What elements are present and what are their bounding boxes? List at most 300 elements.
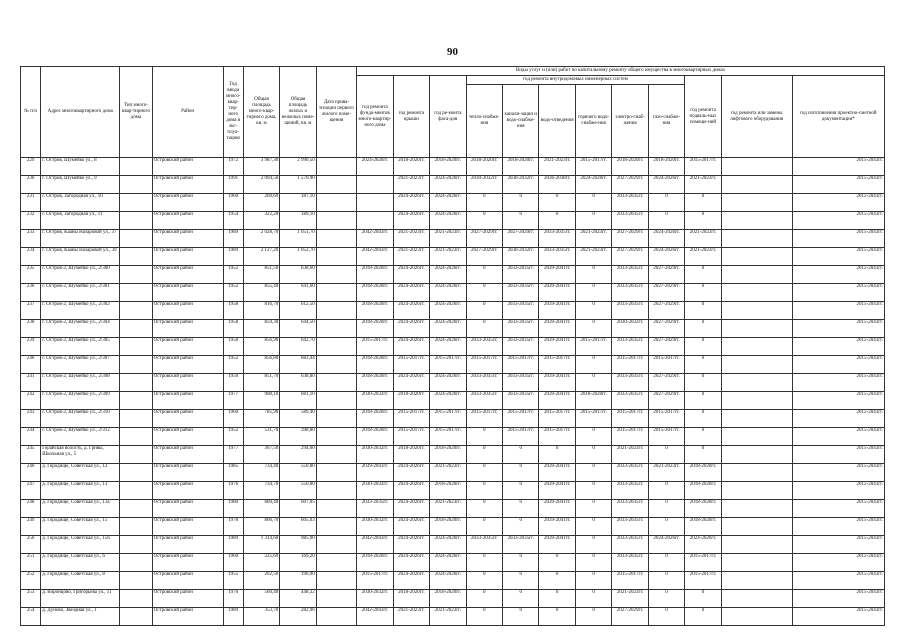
cell-total-area: 816,70 bbox=[243, 302, 279, 320]
cell-basement: 2021-2023гг. bbox=[685, 248, 721, 266]
cell-hot: 0 bbox=[575, 320, 611, 338]
table-row bbox=[21, 446, 885, 464]
cell-num: 254 bbox=[21, 608, 41, 626]
cell-elec: 2027-2029гг. bbox=[612, 608, 648, 626]
col-sub-title: год ремонта внутридомовых инженерных систем bbox=[466, 76, 685, 85]
cell-num: 234 bbox=[21, 248, 41, 266]
cell-heat: 0 bbox=[466, 320, 502, 338]
cell-lift bbox=[721, 554, 792, 572]
cell-roof: 2015-2017гг. bbox=[393, 428, 429, 446]
cell-sewer: 0 bbox=[503, 464, 539, 482]
cell-facade: 2024-2026гг. bbox=[430, 338, 466, 356]
cell-heat: 2027-2029гг. bbox=[466, 230, 502, 248]
cell-date-priv bbox=[316, 194, 357, 212]
cell-type bbox=[120, 572, 152, 590]
cell-area-res: 398,80 bbox=[280, 428, 316, 446]
cell-address: Горайская волость, д. Гривы, Школьная ул., 5 bbox=[41, 446, 120, 464]
cell-psd: 2015-2043гг. bbox=[792, 536, 884, 554]
cell-hot: 0 bbox=[575, 374, 611, 392]
cell-type bbox=[120, 338, 152, 356]
cell-address: д. Дуново, Звездная ул., 1 bbox=[41, 608, 120, 626]
cell-area-res: 187,10 bbox=[280, 194, 316, 212]
cell-basement: 0 bbox=[685, 428, 721, 446]
cell-drain: 2039-2041гг. bbox=[539, 536, 575, 554]
cell-year: 1950 bbox=[223, 374, 243, 392]
cell-district: Островский район bbox=[152, 590, 223, 608]
cell-heat: 2015-2017гг. bbox=[466, 356, 502, 374]
cell-heat: 2033-2035гг. bbox=[466, 392, 502, 410]
cell-district: Островский район bbox=[152, 230, 223, 248]
cell-gas: 0 bbox=[648, 212, 684, 230]
table-row bbox=[21, 392, 885, 410]
cell-facade: 2024-2026гг. bbox=[430, 302, 466, 320]
cell-basement: 0 bbox=[685, 446, 721, 464]
cell-year: 1954 bbox=[223, 212, 243, 230]
cell-total-area: 859,30 bbox=[243, 320, 279, 338]
cell-district: Островский район bbox=[152, 284, 223, 302]
cell-total-area: 734,40 bbox=[243, 464, 279, 482]
cell-facade: 2024-2026гг. bbox=[430, 176, 466, 194]
cell-heat: 0 bbox=[466, 428, 502, 446]
cell-lift bbox=[721, 392, 792, 410]
cell-date-priv bbox=[316, 572, 357, 590]
cell-gas: 0 bbox=[648, 554, 684, 572]
cell-address: д. Городище, Советская ул., 13а bbox=[41, 500, 120, 518]
cell-found: 2033-2035гг. bbox=[357, 500, 393, 518]
cell-sewer: 0 bbox=[503, 212, 539, 230]
cell-roof: 2021-2023гг. bbox=[393, 176, 429, 194]
cell-elec: 2033-2035гг. bbox=[612, 482, 648, 500]
cell-area-res: 638,80 bbox=[280, 374, 316, 392]
cell-year: 1977 bbox=[223, 446, 243, 464]
cell-address: г. Остров, Загородная ул., 11 bbox=[41, 212, 120, 230]
cell-address: д. Городище, Советская ул., 15 bbox=[41, 518, 120, 536]
cell-roof: 2024-2026гг. bbox=[393, 212, 429, 230]
cell-found: 2030-2032гг. bbox=[357, 590, 393, 608]
col-basement: год ремонта подваль-ных помеще-ний bbox=[685, 76, 721, 158]
cell-facade: 2021-2023гг. bbox=[430, 230, 466, 248]
cell-district: Островский район bbox=[152, 410, 223, 428]
cell-roof: 2024-2026гг. bbox=[393, 500, 429, 518]
cell-total-area: 851,50 bbox=[243, 266, 279, 284]
cell-type bbox=[120, 410, 152, 428]
cell-hot: 0 bbox=[575, 266, 611, 284]
cell-lift bbox=[721, 266, 792, 284]
cell-elec: 2033-2035гг. bbox=[612, 302, 648, 320]
cell-year: 1958 bbox=[223, 338, 243, 356]
cell-facade: 2018-2020гг. bbox=[430, 518, 466, 536]
cell-total-area: 851,70 bbox=[243, 374, 279, 392]
cell-lift bbox=[721, 410, 792, 428]
cell-drain: 2021-2023гг. bbox=[539, 158, 575, 176]
col-gas: газо-снабже-ния bbox=[648, 85, 684, 158]
cell-hot: 0 bbox=[575, 608, 611, 626]
cell-elec: 2021-2023гг. bbox=[612, 446, 648, 464]
cell-facade: 2024-2026гг. bbox=[430, 536, 466, 554]
cell-sewer: 0 bbox=[503, 518, 539, 536]
cell-num: 230 bbox=[21, 176, 41, 194]
cell-date-priv bbox=[316, 212, 357, 230]
table-row bbox=[21, 176, 885, 194]
cell-psd: 2015-2043гг. bbox=[792, 410, 884, 428]
cell-basement: 0 bbox=[685, 608, 721, 626]
cell-hot: 2021-2023гг. bbox=[575, 230, 611, 248]
cell-date-priv bbox=[316, 446, 357, 464]
cell-elec: 2033-2035гг. bbox=[612, 374, 648, 392]
cell-basement: 0 bbox=[685, 356, 721, 374]
cell-lift bbox=[721, 338, 792, 356]
cell-heat: 0 bbox=[466, 590, 502, 608]
cell-elec: 2033-2035гг. bbox=[612, 392, 648, 410]
cell-address: г. Остров, Шумейко ул., 8 bbox=[41, 158, 120, 176]
cell-elec: 2033-2035гг. bbox=[612, 266, 648, 284]
cell-year: 1976 bbox=[223, 482, 243, 500]
cell-area-res: 1 570,90 bbox=[280, 176, 316, 194]
cell-address: д. Городище, Советская ул., 13 bbox=[41, 482, 120, 500]
cell-year: 1958 bbox=[223, 320, 243, 338]
table-row bbox=[21, 482, 885, 500]
cell-num: 241 bbox=[21, 374, 41, 392]
col-facade: год ре-монта фаса-дов bbox=[430, 76, 466, 158]
cell-roof: 2018-2020гг. bbox=[393, 158, 429, 176]
cell-heat: 2030-2032гг. bbox=[466, 176, 502, 194]
cell-drain: 2039-2041гг. bbox=[539, 338, 575, 356]
table-row bbox=[21, 410, 885, 428]
cell-date-priv bbox=[316, 374, 357, 392]
cell-date-priv bbox=[316, 428, 357, 446]
cell-address: г. Остров-2, Шумейко ул., 2/309 bbox=[41, 392, 120, 410]
table-row bbox=[21, 230, 885, 248]
cell-facade: 2021-2023гг. bbox=[430, 608, 466, 626]
cell-facade: 2024-2026гг. bbox=[430, 212, 466, 230]
cell-type bbox=[120, 266, 152, 284]
cell-type bbox=[120, 158, 152, 176]
cell-facade: 2024-2026гг. bbox=[430, 554, 466, 572]
cell-found: 2018-2020гг. bbox=[357, 410, 393, 428]
cell-type bbox=[120, 374, 152, 392]
cell-roof: 2024-2026гг. bbox=[393, 518, 429, 536]
cell-lift bbox=[721, 572, 792, 590]
cell-basement: 2015-2017гг. bbox=[685, 158, 721, 176]
cell-lift bbox=[721, 230, 792, 248]
cell-lift bbox=[721, 176, 792, 194]
col-heat: тепло-снабже-ния bbox=[466, 85, 502, 158]
cell-elec: 2033-2035гг. bbox=[612, 518, 648, 536]
cell-type bbox=[120, 392, 152, 410]
cell-facade: 2024-2026гг. bbox=[430, 266, 466, 284]
col-psd: год изготовления проектно-сметной документации* bbox=[792, 76, 884, 158]
cell-area-res: 448,32 bbox=[280, 590, 316, 608]
cell-address: г. Остров, Кааны Назаровой ул., 37 bbox=[41, 230, 120, 248]
cell-year: 1980 bbox=[223, 500, 243, 518]
cell-sewer: 0 bbox=[503, 194, 539, 212]
cell-type bbox=[120, 176, 152, 194]
cell-gas: 0 bbox=[648, 572, 684, 590]
cell-address: г. Остров-2, Шумейко ул., 2/301 bbox=[41, 284, 120, 302]
cell-gas: 0 bbox=[648, 518, 684, 536]
cell-address: г. Остров-2, Шумейко ул., 2/310 bbox=[41, 410, 120, 428]
col-total-area: Общая площадь много-квар-тирного дома, кв. м bbox=[243, 67, 279, 158]
cell-hot: 2024-2026гг. bbox=[575, 176, 611, 194]
cell-found: 2018-2020гг. bbox=[357, 428, 393, 446]
cell-num: 252 bbox=[21, 572, 41, 590]
cell-elec: 2015-2017гг. bbox=[612, 356, 648, 374]
cell-gas: 2024-2026гг. bbox=[648, 536, 684, 554]
table-row bbox=[21, 536, 885, 554]
cell-found: 2042-2043гг. bbox=[357, 230, 393, 248]
cell-district: Островский район bbox=[152, 320, 223, 338]
cell-address: г. Остров, Загородная ул., 10 bbox=[41, 194, 120, 212]
cell-heat: 2033-2035гг. bbox=[466, 374, 502, 392]
cell-sewer: 0 bbox=[503, 482, 539, 500]
cell-facade: 2024-2026гг. bbox=[430, 392, 466, 410]
cell-psd: 2015-2043гг. bbox=[792, 266, 884, 284]
table-row bbox=[21, 266, 885, 284]
cell-sewer: 2033-2035гг. bbox=[503, 374, 539, 392]
cell-address: г. Остров-2, Шумейко ул., 2/304 bbox=[41, 320, 120, 338]
table-row bbox=[21, 302, 885, 320]
cell-num: 245 bbox=[21, 446, 41, 464]
cell-date-priv bbox=[316, 302, 357, 320]
cell-basement: 0 bbox=[685, 320, 721, 338]
cell-found: 2039-2041гг. bbox=[357, 464, 393, 482]
cell-type bbox=[120, 500, 152, 518]
cell-date-priv bbox=[316, 500, 357, 518]
cell-gas: 2015-2017гг. bbox=[648, 356, 684, 374]
cell-hot: 2021-2023гг. bbox=[575, 248, 611, 266]
cell-hot: 2015-2017гг. bbox=[575, 158, 611, 176]
table-row bbox=[21, 248, 885, 266]
cell-num: 235 bbox=[21, 266, 41, 284]
cell-facade: 2018-2020гг. bbox=[430, 446, 466, 464]
cell-facade: 2018-2020гг. bbox=[430, 482, 466, 500]
cell-address: г. Остров, Шумейко ул., 9 bbox=[41, 176, 120, 194]
cell-district: Островский район bbox=[152, 176, 223, 194]
cell-basement: 2015-2017гг. bbox=[685, 572, 721, 590]
cell-psd: 2015-2043гг. bbox=[792, 320, 884, 338]
cell-roof: 2018-2020гг. bbox=[393, 392, 429, 410]
cell-psd: 2015-2043гг. bbox=[792, 338, 884, 356]
cell-elec: 2033-2035гг. bbox=[612, 284, 648, 302]
cell-address: г. Остров-2, Шумейко ул., 2/300 bbox=[41, 266, 120, 284]
table-row bbox=[21, 428, 885, 446]
cell-district: Островский район bbox=[152, 356, 223, 374]
cell-num: 249 bbox=[21, 518, 41, 536]
cell-sewer: 2030-2032гг. bbox=[503, 176, 539, 194]
cell-heat: 2033-2035гг. bbox=[466, 338, 502, 356]
cell-sewer: 0 bbox=[503, 590, 539, 608]
cell-lift bbox=[721, 320, 792, 338]
cell-lift bbox=[721, 536, 792, 554]
cell-basement: 0 bbox=[685, 194, 721, 212]
cell-district: Островский район bbox=[152, 482, 223, 500]
cell-address: г. Остров-2, Шумейко ул., 2/308 bbox=[41, 374, 120, 392]
cell-area-res: 605,03 bbox=[280, 518, 316, 536]
col-hot: горячего водо-снабже-ния bbox=[575, 85, 611, 158]
cell-drain: 2039-2041гг. bbox=[539, 500, 575, 518]
cell-facade: 2018-2020гг. bbox=[430, 590, 466, 608]
cell-total-area: 908,10 bbox=[243, 392, 279, 410]
cell-found: 2018-2020гг. bbox=[357, 554, 393, 572]
cell-district: Островский район bbox=[152, 464, 223, 482]
cell-heat: 0 bbox=[466, 518, 502, 536]
cell-gas: 2015-2017гг. bbox=[648, 428, 684, 446]
cell-found: 2042-2043гг. bbox=[357, 608, 393, 626]
cell-lift bbox=[721, 500, 792, 518]
cell-area-res: 985,90 bbox=[280, 536, 316, 554]
cell-roof: 2021-2023гг. bbox=[393, 248, 429, 266]
cell-elec: 2015-2017гг. bbox=[612, 428, 648, 446]
cell-district: Островский район bbox=[152, 338, 223, 356]
cell-lift bbox=[721, 284, 792, 302]
cell-num: 229 bbox=[21, 158, 41, 176]
cell-lift bbox=[721, 428, 792, 446]
cell-year: 1991 bbox=[223, 176, 243, 194]
cell-type bbox=[120, 554, 152, 572]
cell-gas: 0 bbox=[648, 446, 684, 464]
cell-district: Островский район bbox=[152, 266, 223, 284]
cell-district: Островский район bbox=[152, 554, 223, 572]
table-row bbox=[21, 572, 885, 590]
col-address: Адрес многоквартирного дома bbox=[41, 67, 120, 158]
cell-lift bbox=[721, 248, 792, 266]
cell-total-area: 856,80 bbox=[243, 356, 279, 374]
cell-facade: 2018-2020гг. bbox=[430, 158, 466, 176]
cell-address: д. Воронцово, Григорьева ул., 11 bbox=[41, 590, 120, 608]
cell-psd: 2015-2043гг. bbox=[792, 230, 884, 248]
cell-lift bbox=[721, 518, 792, 536]
cell-total-area: 353,70 bbox=[243, 608, 279, 626]
cell-total-area: 2 028,70 bbox=[243, 230, 279, 248]
cell-lift bbox=[721, 608, 792, 626]
cell-date-priv bbox=[316, 158, 357, 176]
cell-roof: 2024-2026гг. bbox=[393, 320, 429, 338]
cell-date-priv bbox=[316, 338, 357, 356]
cell-lift bbox=[721, 158, 792, 176]
cell-found: 2015-2017гг. bbox=[357, 338, 393, 356]
cell-year: 1960 bbox=[223, 410, 243, 428]
cell-district: Островский район bbox=[152, 392, 223, 410]
cell-roof: 2015-2017гг. bbox=[393, 410, 429, 428]
cell-area-res: 294,00 bbox=[280, 446, 316, 464]
cell-heat: 0 bbox=[466, 482, 502, 500]
cell-gas: 2024-2026гг. bbox=[648, 176, 684, 194]
cell-address: д. Городище, Советская ул., 12 bbox=[41, 464, 120, 482]
cell-hot: 0 bbox=[575, 194, 611, 212]
col-date-priv: Дата прива-тизации первого жилого поме-щения bbox=[316, 67, 357, 158]
cell-date-priv bbox=[316, 284, 357, 302]
col-type: Тип много-квар-тирного дома bbox=[120, 67, 152, 158]
cell-found: 2018-2020гг. bbox=[357, 374, 393, 392]
cell-roof: 2024-2026гг. bbox=[393, 338, 429, 356]
cell-roof: 2024-2026гг. bbox=[393, 374, 429, 392]
cell-address: д. Городище, Советская ул., 6 bbox=[41, 554, 120, 572]
cell-hot: 0 bbox=[575, 590, 611, 608]
cell-total-area: 1 314,60 bbox=[243, 536, 279, 554]
cell-hot: 2018-2020гг. bbox=[575, 392, 611, 410]
cell-district: Островский район bbox=[152, 608, 223, 626]
cell-total-area: 262,50 bbox=[243, 572, 279, 590]
cell-date-priv bbox=[316, 176, 357, 194]
cell-found: 2018-2020гг. bbox=[357, 284, 393, 302]
cell-hot: 0 bbox=[575, 446, 611, 464]
cell-basement: 0 bbox=[685, 266, 721, 284]
cell-lift bbox=[721, 482, 792, 500]
cell-facade: 2021-2023гг. bbox=[430, 500, 466, 518]
cell-type bbox=[120, 248, 152, 266]
cell-lift bbox=[721, 590, 792, 608]
cell-hot: 2015-2017гг. bbox=[575, 410, 611, 428]
cell-gas: 0 bbox=[648, 194, 684, 212]
table-row bbox=[21, 338, 885, 356]
cell-sewer: 2033-2035гг. bbox=[503, 392, 539, 410]
cell-elec: 2027-2029гг. bbox=[612, 248, 648, 266]
cell-drain: 2039-2041гг. bbox=[539, 284, 575, 302]
cell-facade: 2021-2023гг. bbox=[430, 464, 466, 482]
cell-roof: 2024-2026гг. bbox=[393, 266, 429, 284]
table-row bbox=[21, 500, 885, 518]
cell-date-priv bbox=[316, 266, 357, 284]
cell-gas: 0 bbox=[648, 608, 684, 626]
cell-area-res: 282,96 bbox=[280, 608, 316, 626]
cell-heat: 0 bbox=[466, 500, 502, 518]
cell-drain: 0 bbox=[539, 194, 575, 212]
cell-num: 247 bbox=[21, 482, 41, 500]
cell-psd: 2015-2043гг. bbox=[792, 446, 884, 464]
cell-found: 2030-2032гг. bbox=[357, 482, 393, 500]
cell-psd: 2015-2043гг. bbox=[792, 608, 884, 626]
cell-roof: 2024-2026гг. bbox=[393, 302, 429, 320]
cell-basement: 2021-2023гг. bbox=[685, 176, 721, 194]
cell-date-priv bbox=[316, 608, 357, 626]
cell-total-area: 856,90 bbox=[243, 338, 279, 356]
cell-hot: 0 bbox=[575, 464, 611, 482]
cell-year: 1958 bbox=[223, 302, 243, 320]
cell-type bbox=[120, 212, 152, 230]
cell-type bbox=[120, 356, 152, 374]
cell-year: 1960 bbox=[223, 194, 243, 212]
cell-type bbox=[120, 590, 152, 608]
cell-elec: 2033-2035гг. bbox=[612, 500, 648, 518]
cell-district: Островский район bbox=[152, 212, 223, 230]
cell-total-area: 734,70 bbox=[243, 482, 279, 500]
cell-elec: 2027-2029гг. bbox=[612, 176, 648, 194]
cell-total-area: 809,40 bbox=[243, 500, 279, 518]
cell-hot: 0 bbox=[575, 536, 611, 554]
cell-drain: 0 bbox=[539, 590, 575, 608]
cell-psd: 2015-2043гг. bbox=[792, 464, 884, 482]
cell-total-area: 367,50 bbox=[243, 446, 279, 464]
cell-heat: 2018-2020гг. bbox=[466, 158, 502, 176]
cell-district: Островский район bbox=[152, 536, 223, 554]
cell-district: Островский район bbox=[152, 518, 223, 536]
cell-drain: 2015-2017гг. bbox=[539, 428, 575, 446]
cell-sewer: 0 bbox=[503, 554, 539, 572]
cell-drain: 2039-2041гг. bbox=[539, 266, 575, 284]
cell-found: 2030-2032гг. bbox=[357, 446, 393, 464]
cell-basement: 0 bbox=[685, 590, 721, 608]
cell-drain: 2039-2041гг. bbox=[539, 482, 575, 500]
cell-date-priv bbox=[316, 518, 357, 536]
cell-date-priv bbox=[316, 410, 357, 428]
cell-heat: 0 bbox=[466, 194, 502, 212]
col-district: Район bbox=[152, 67, 223, 158]
cell-area-res: 550,80 bbox=[280, 464, 316, 482]
cell-sewer: 0 bbox=[503, 608, 539, 626]
cell-type bbox=[120, 428, 152, 446]
cell-num: 246 bbox=[21, 464, 41, 482]
cell-sewer: 0 bbox=[503, 446, 539, 464]
